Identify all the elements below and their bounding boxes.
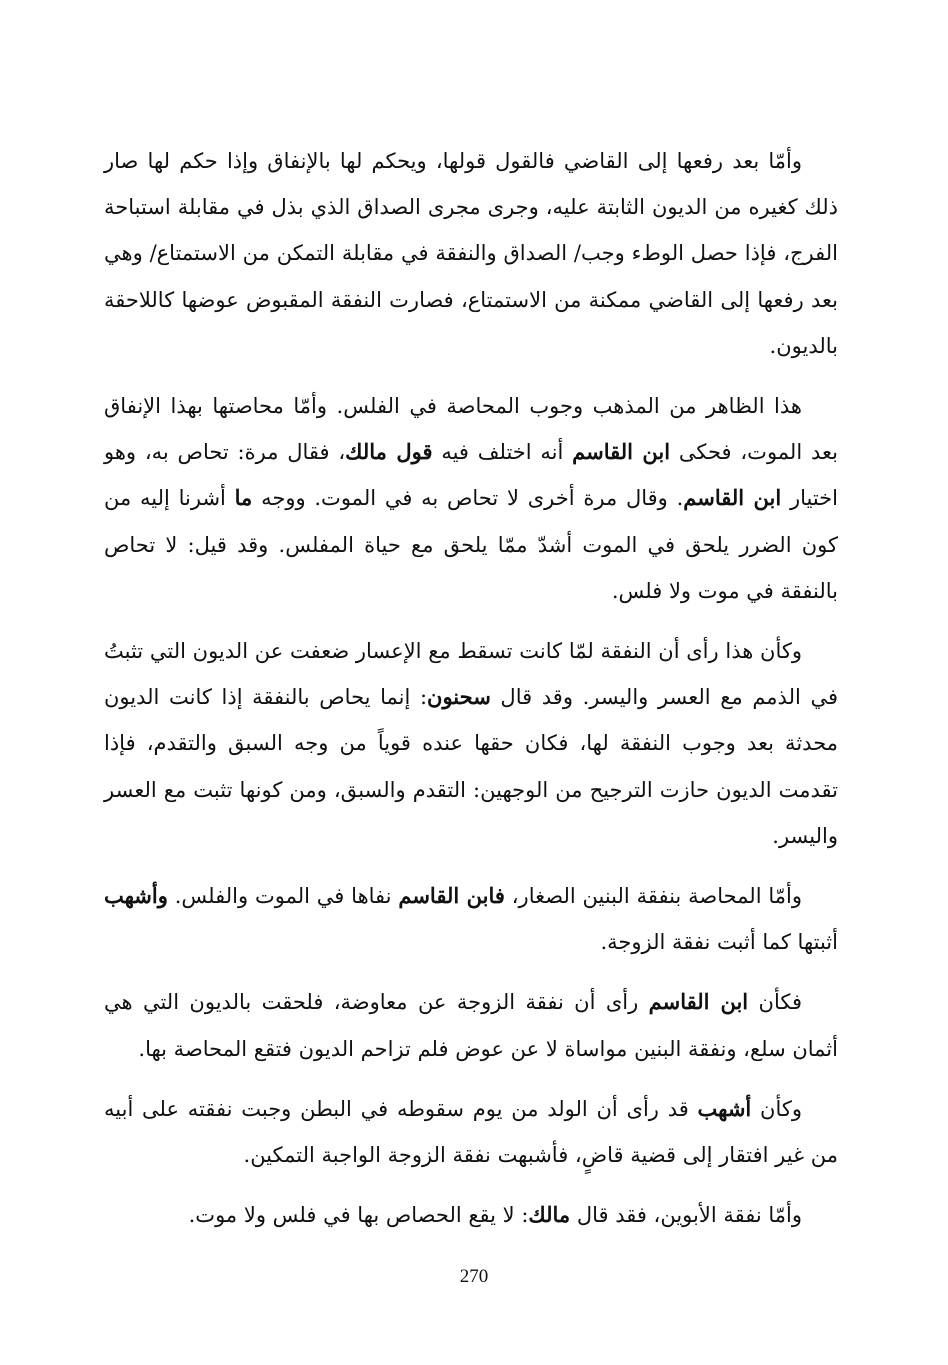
- paragraph: [104, 383, 838, 614]
- body-text: [104, 138, 838, 1252]
- paragraph: [104, 1192, 838, 1238]
- bold-name: أشهب: [697, 1095, 752, 1121]
- bold-name: ما: [234, 485, 253, 511]
- bold-name: قول مالك: [345, 439, 433, 465]
- bold-name: سحنون: [427, 684, 491, 710]
- text-run: . وقال مرة أخرى لا تحاص به في الموت. ووجه: [252, 486, 684, 511]
- bold-name: ابن القاسم: [572, 439, 671, 465]
- text-run: أشرنا إليه من كون الضرر يلحق في الموت أشدّ ممّا يلحق مع حياة المفلس. وقد قيل: لا تحاص بالنفقة في موت ولا فلس.: [104, 486, 838, 603]
- text-run: رأى أن نفقة الزوجة عن معاوضة، فلحقت بالديون التي هي أثمان سلع، ونفقة البنين مواساة لا عن عوض فلم تزاحم الديون فتقع المحاصة بها.: [104, 990, 838, 1061]
- text-run: وأمّا بعد رفعها إلى القاضي فالقول قولها، ويحكم لها بالإنفاق وإذا حكم لها صار ذلك كغيره من الديون الثابتة عليه، وجرى مجرى الصداق الذي بذل في مقابلة استباحة الفرج، فإذا حصل الوطء وجب/ الصداق والنفقة في مقابلة التمكن من الاستمتاع/ وهي بعد رفعها إلى القاضي ممكنة من الاستمتاع، فصارت النفقة المقبوض عوضها كاللاحقة بالديون.: [104, 149, 838, 358]
- bold-name: ابن القاسم: [648, 989, 749, 1015]
- text-run: وأمّا المحاصة بنفقة البنين الصغار،: [504, 884, 802, 909]
- text-run: وكأن هذا رأى أن النفقة لمّا كانت تسقط مع الإعسار ضعفت عن الديون التي تثبتُ في الذمم مع العسر واليسر. وقد قال: [104, 639, 838, 710]
- text-run: : لا يقع الحصاص بها في فلس ولا موت.: [188, 1203, 529, 1228]
- paragraph: [104, 873, 838, 965]
- text-run: أثبتها كما أثبت نفقة الزوجة.: [600, 930, 838, 955]
- paragraph: [104, 628, 838, 859]
- text-run: ، فقال مرة: تحاص به، وهو اختيار: [104, 440, 838, 511]
- bold-name: فابن القاسم: [398, 883, 505, 909]
- text-run: فكأن: [748, 990, 802, 1015]
- bold-name: مالك: [528, 1202, 571, 1228]
- text-run: هذا الظاهر من المذهب وجوب المحاصة في الفلس. وأمّا محاصتها بهذا الإنفاق بعد الموت، فحكى: [104, 394, 838, 465]
- page-number: 270: [459, 1266, 489, 1287]
- bold-name: ابن القاسم: [683, 485, 782, 511]
- paragraph: [104, 138, 838, 369]
- text-run: نفاها في الموت والفلس.: [167, 884, 399, 909]
- bold-name: وأشهب: [104, 883, 168, 909]
- text-run: أنه اختلف فيه: [432, 440, 573, 465]
- paragraph: [104, 1086, 838, 1178]
- text-run: : إنما يحاص بالنفقة إذا كانت الديون محدثة بعد وجوب النفقة لها، فكان حقها عنده قوياً من وجه السبق والتقدم، فإذا تقدمت الديون حازت الترجيح من الوجهين: التقدم والسبق، ومن كونها تثبت مع العسر واليسر.: [104, 685, 838, 848]
- text-run: وأمّا نفقة الأبوين، فقد قال: [570, 1203, 802, 1228]
- text-run: وكأن: [751, 1096, 802, 1121]
- text-run: قد رأى أن الولد من يوم سقوطه في البطن وجبت نفقته على أبيه من غير افتقار إلى قضية قاضٍ، فأشبهت نفقة الزوجة الواجبة التمكين.: [104, 1096, 838, 1168]
- paragraph: [104, 979, 838, 1071]
